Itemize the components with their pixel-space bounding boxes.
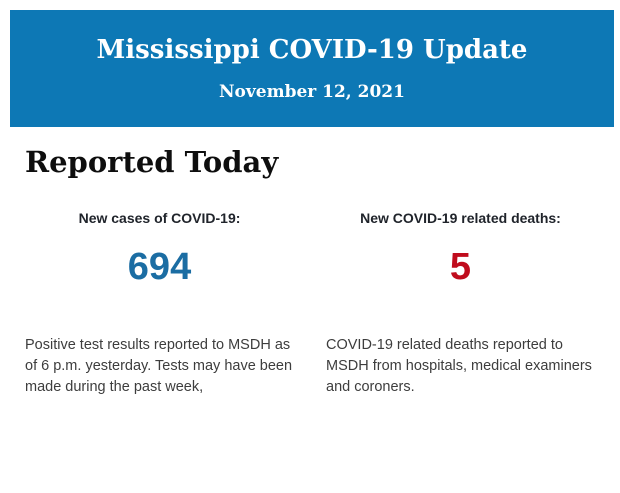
new-deaths-label: New COVID-19 related deaths:	[360, 210, 561, 227]
new-cases-value: 694	[127, 246, 192, 289]
new-cases-label: New cases of COVID-19:	[78, 210, 241, 227]
new-deaths-value: 5	[449, 246, 472, 289]
header-banner	[10, 10, 614, 127]
section-heading: Reported Today	[25, 145, 279, 179]
stat-new-cases	[25, 210, 294, 398]
new-deaths-description: COVID-19 related deaths reported to MSDH from hospitals, medical examiners and coroners.	[326, 337, 592, 396]
stats-grid	[0, 210, 620, 398]
newsletter-title: Mississippi COVID-19 Update	[96, 34, 528, 65]
newsletter-date: November 12, 2021	[219, 81, 405, 102]
new-cases-description: Positive test results reported to MSDH as of 6 p.m. yesterday. Tests may have been made during the past week,	[25, 337, 293, 396]
stat-new-deaths	[326, 210, 595, 398]
